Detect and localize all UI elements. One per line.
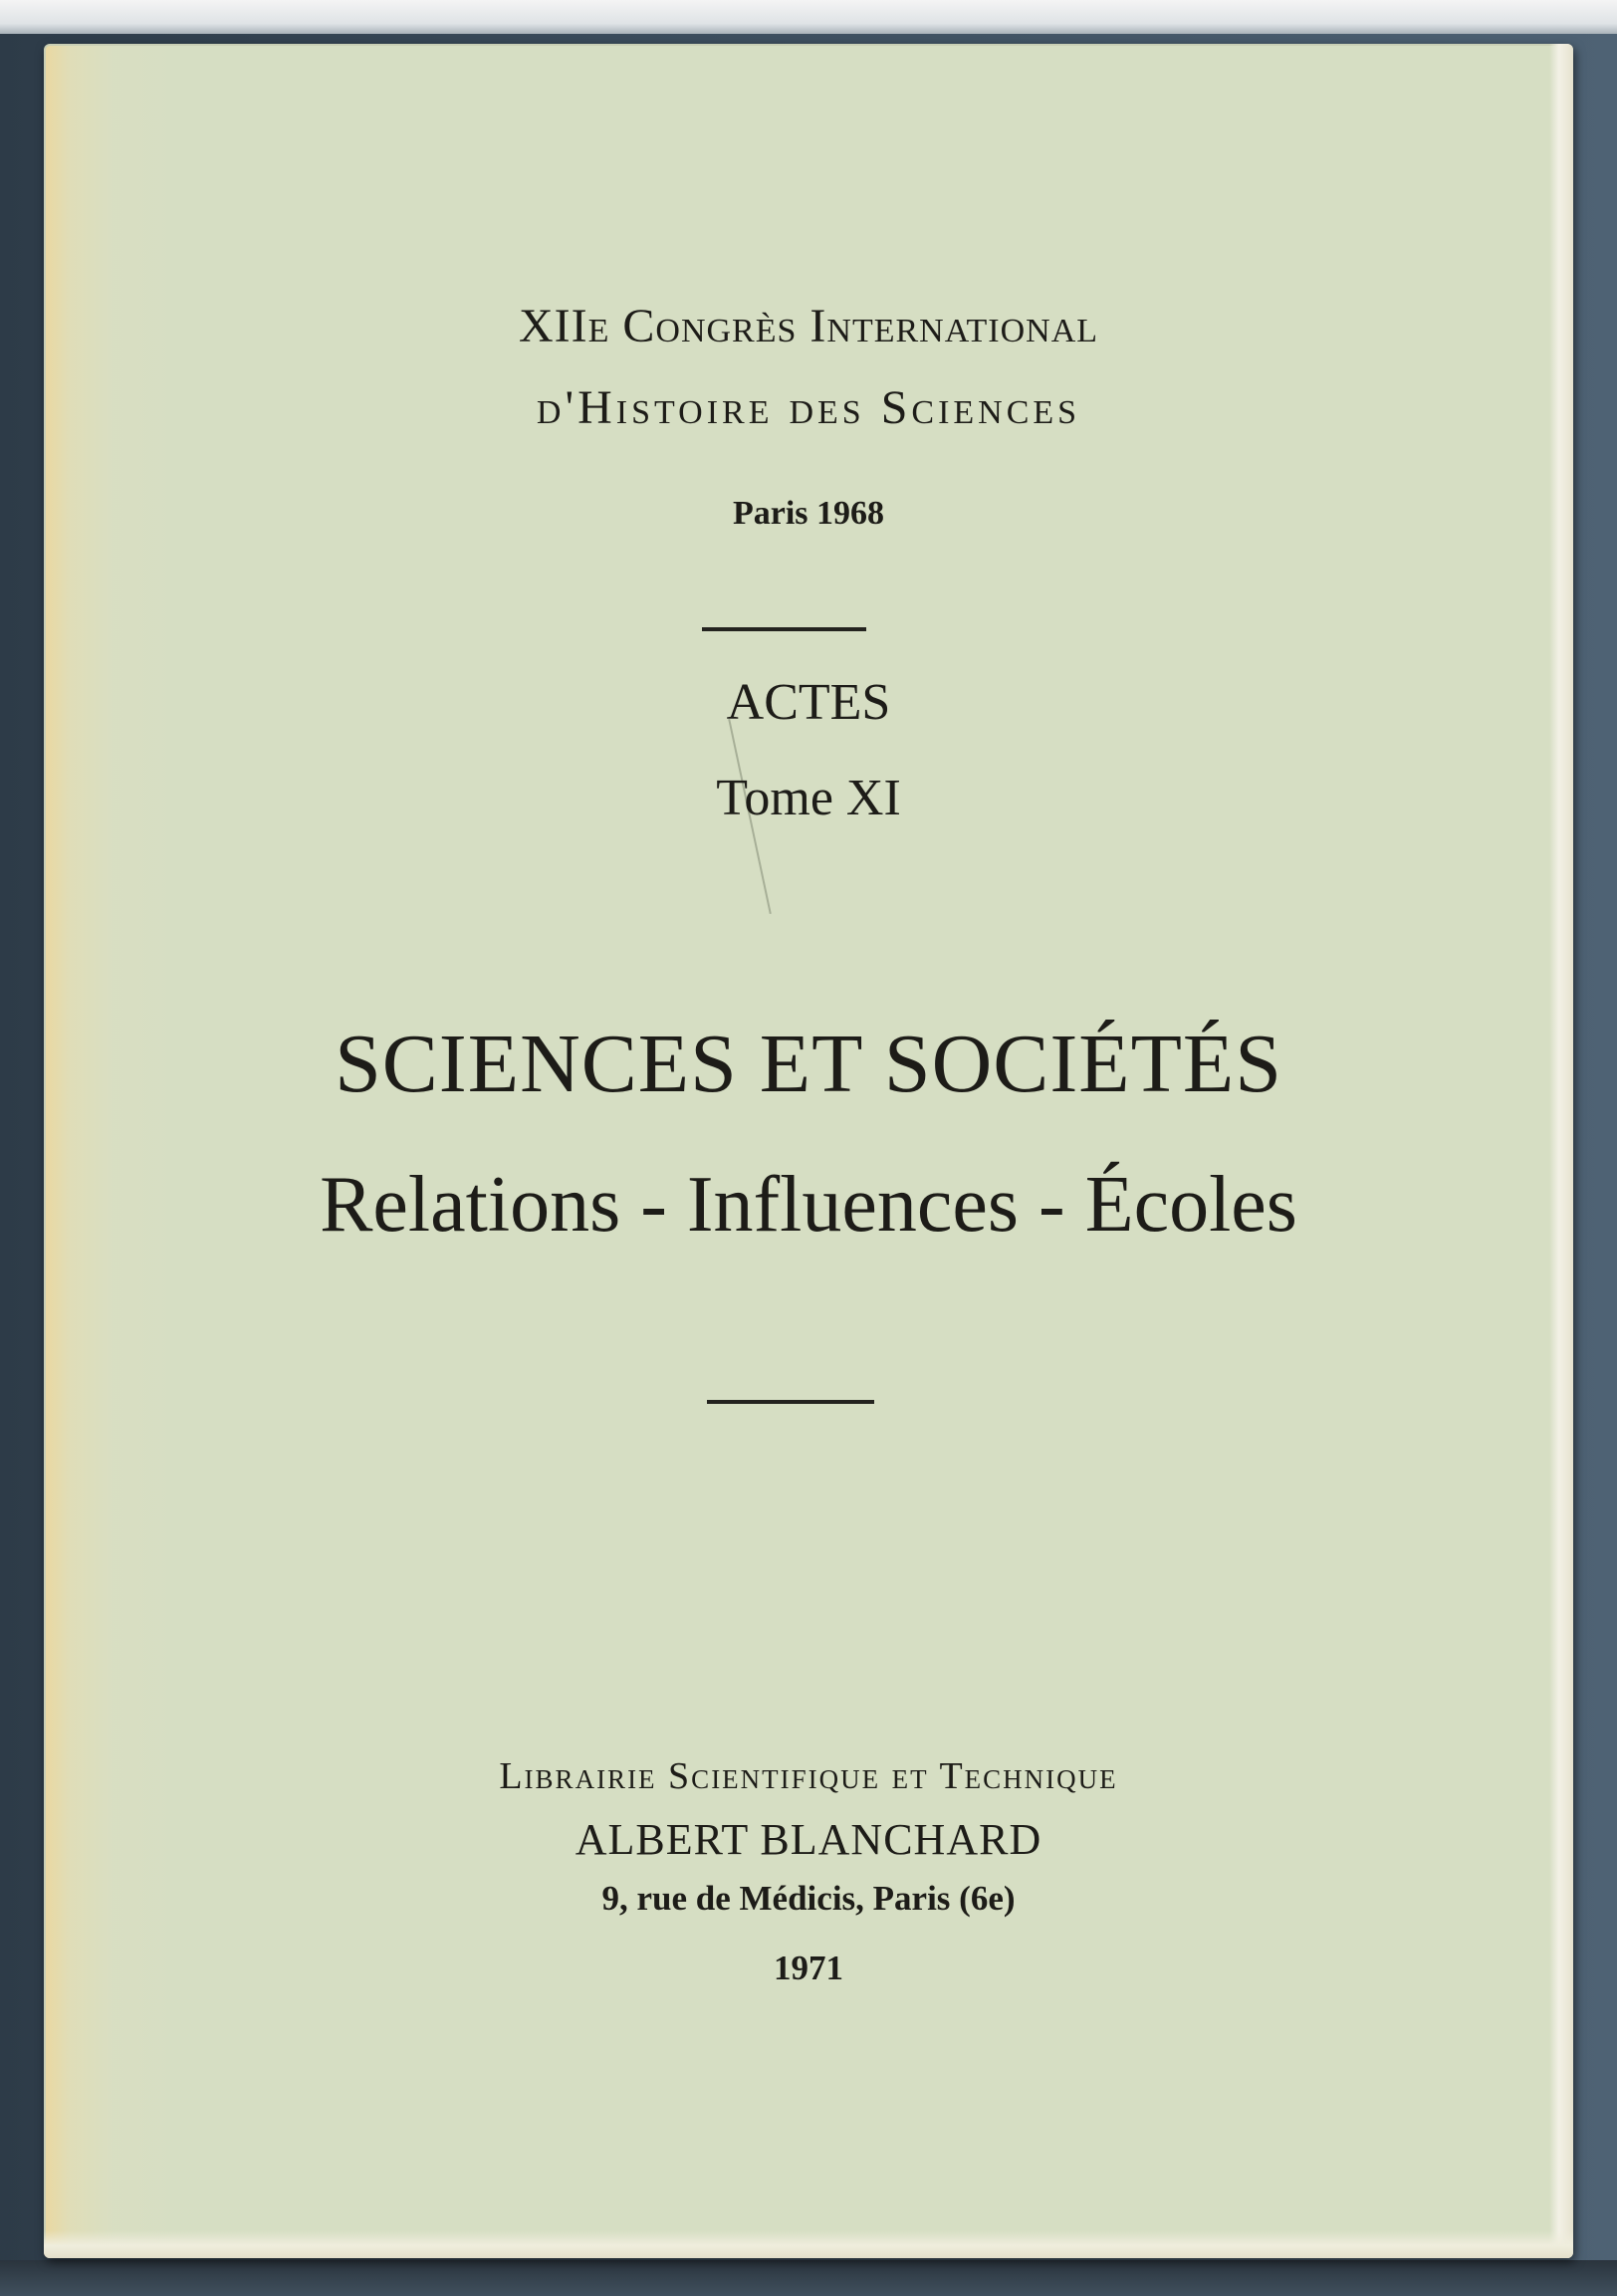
publisher-line: Librairie Scientifique et Technique [499,1755,1118,1797]
cover-bottom-edge [44,2230,1573,2258]
cover-right-edge [1549,44,1573,2258]
congress-title-line-1: XIIe Congrès International [518,300,1099,352]
actes-label: ACTES [726,674,891,731]
scan-background-top [0,0,1617,34]
publisher-address: 9, rue de Médicis, Paris (6e) [601,1879,1016,1918]
main-title: SCIENCES ET SOCIÉTÉS [335,1018,1282,1110]
publication-year: 1971 [774,1949,843,1987]
middle-rule [707,1400,874,1404]
publisher-name: ALBERT BLANCHARD [575,1815,1042,1864]
congress-title-line-2: d'Histoire des Sciences [536,381,1081,434]
top-rule [702,627,866,631]
tome-label: Tome XI [716,770,901,826]
book-cover [44,44,1573,2258]
place-year: Paris 1968 [732,495,885,532]
scan-background-bottom [0,2260,1617,2296]
subtitle: Relations - Influences - Écoles [320,1161,1297,1249]
